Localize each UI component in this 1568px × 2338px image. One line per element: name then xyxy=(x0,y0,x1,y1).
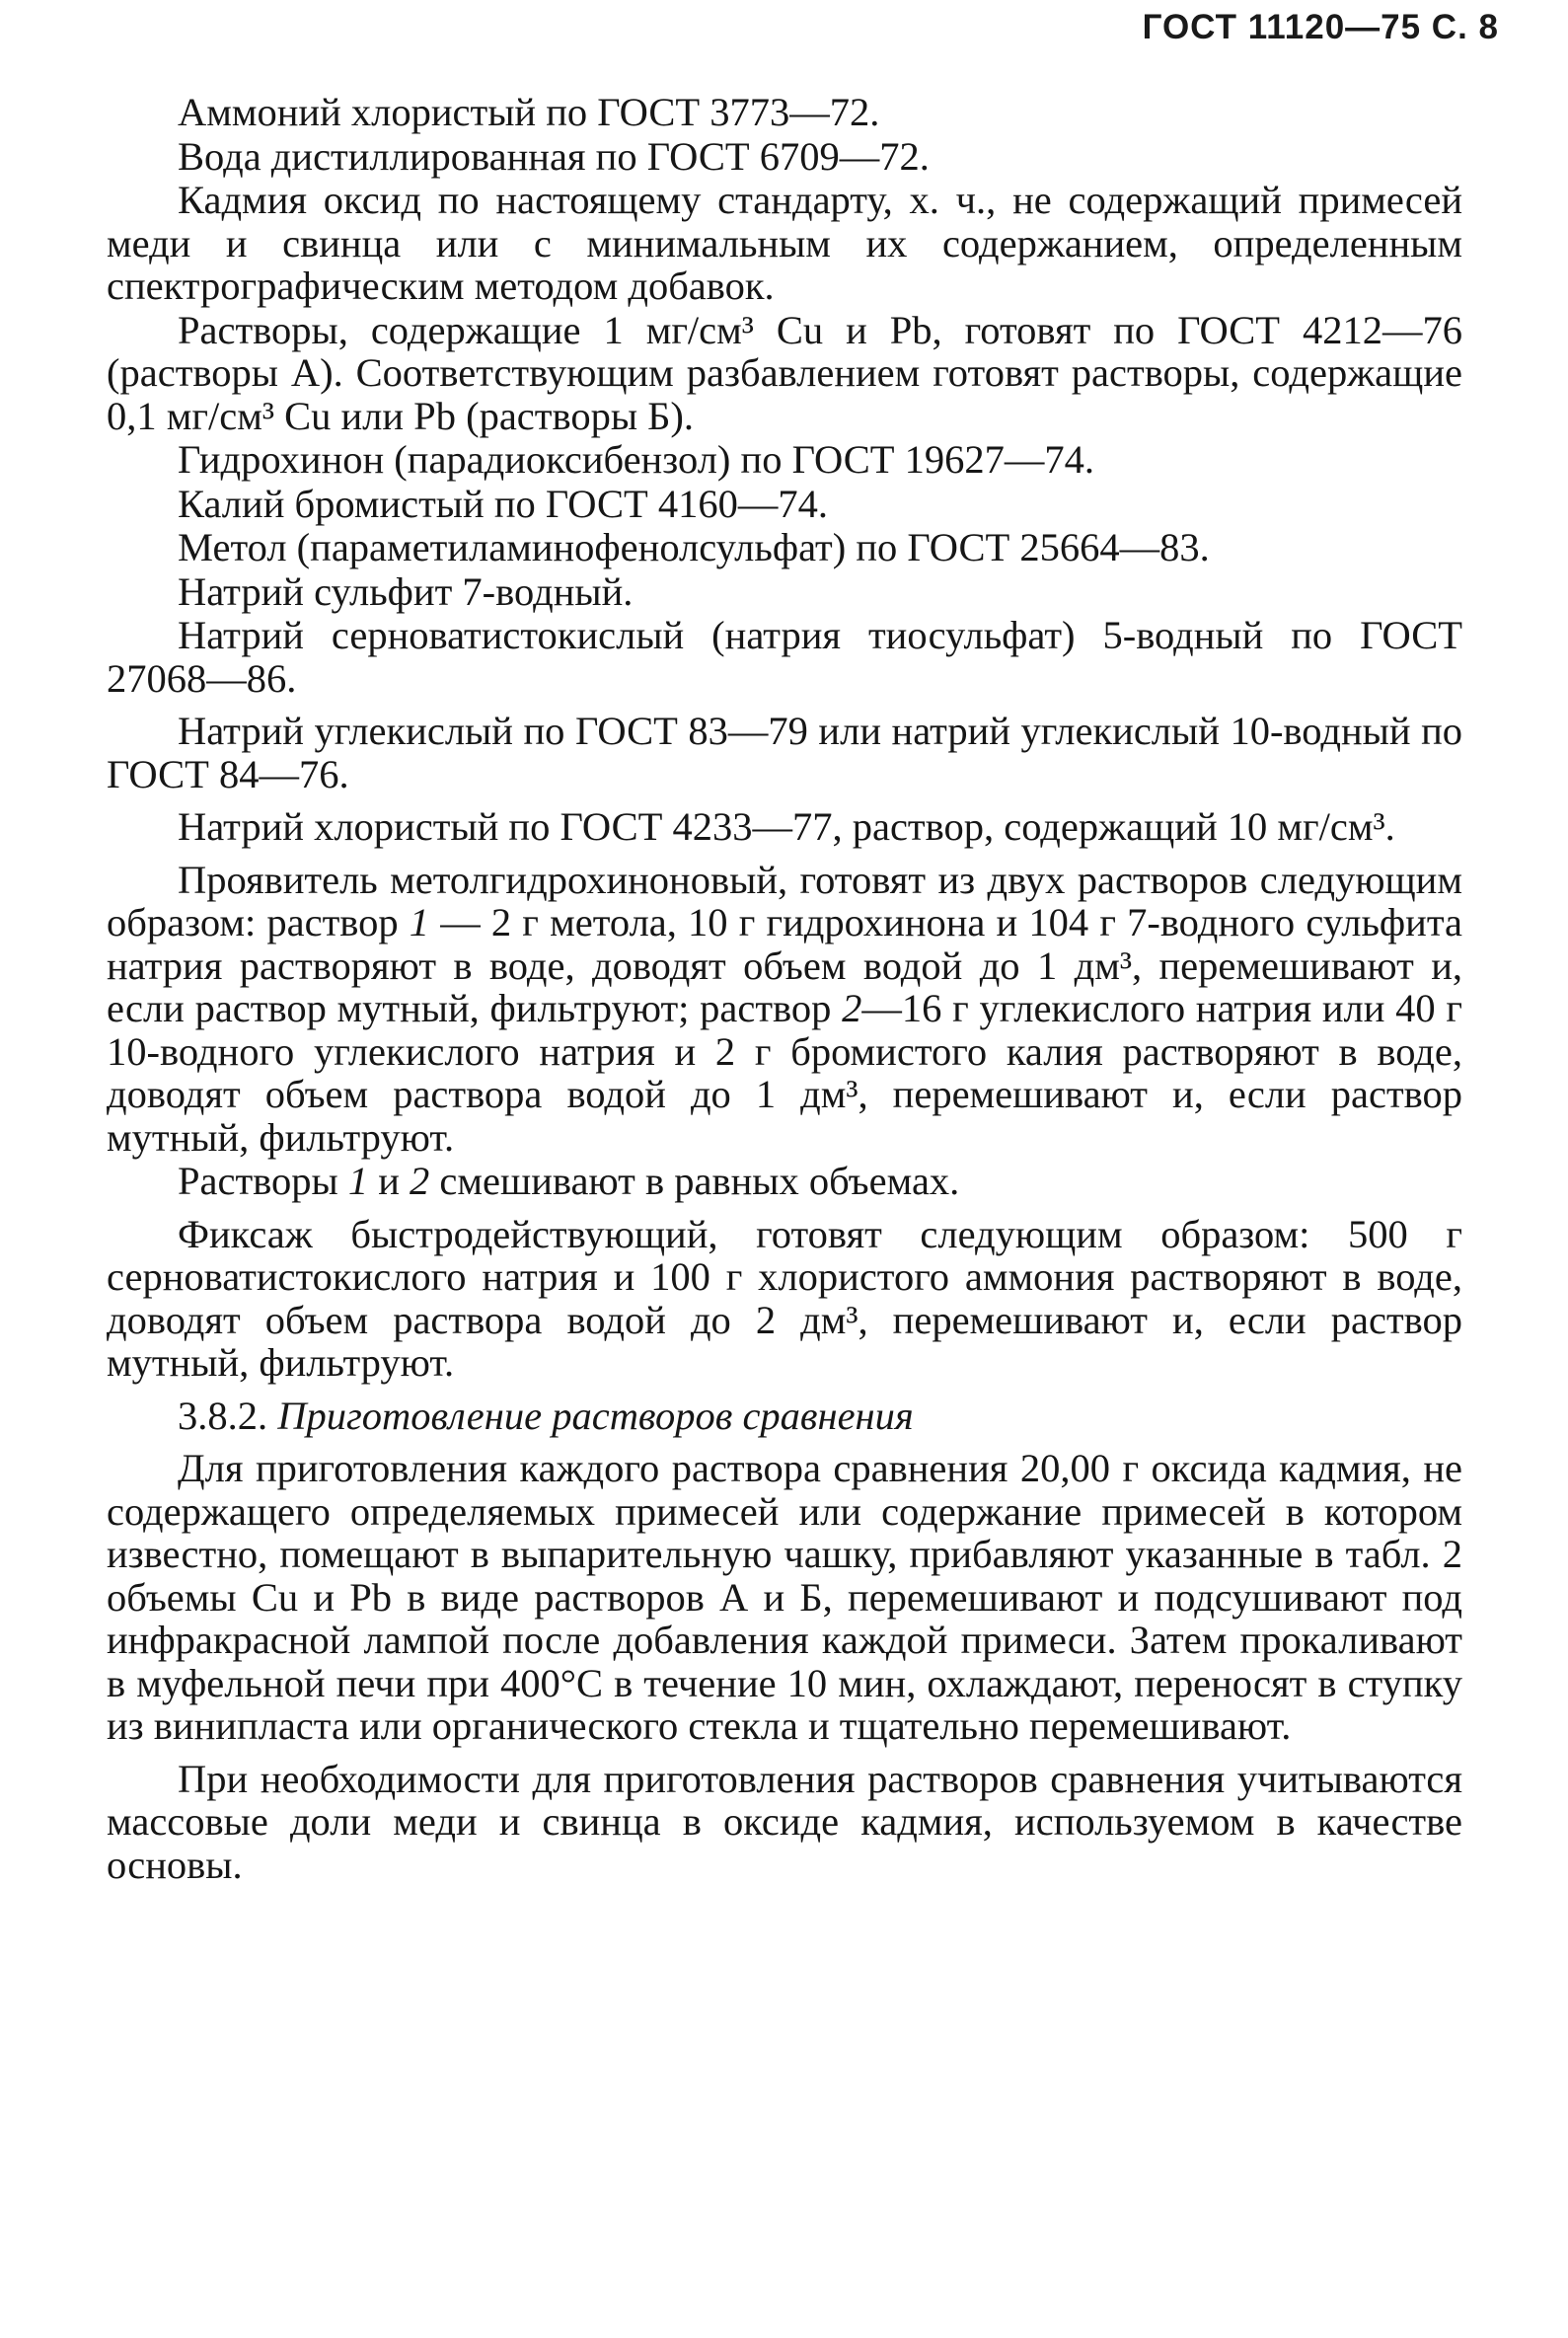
fixer-paragraph: Фиксаж быстродействующий, готовят следующим образом: 500 г серноватистокислого натрия и 100 г хлористого аммония растворяют в воде, доводят объем раствора водой до 2 дм³, перемешивают и, если раствор мутный, фильтруют. xyxy=(107,1211,1462,1385)
body-text xyxy=(107,91,1462,1887)
section-title: Приготовление растворов сравнения xyxy=(277,1393,914,1438)
reagent-potassium-bromide: Калий бромистый по ГОСТ 4160—74. xyxy=(178,481,829,526)
running-header: ГОСТ 11120—75 С. 8 xyxy=(1142,8,1499,46)
reagent-ammonium-chloride: Аммоний хлористый по ГОСТ 3773—72. xyxy=(178,90,880,134)
reagent-sodium-sulfite: Натрий сульфит 7-водный. xyxy=(178,568,634,614)
developer-text-3: —16 г углекислого натрия или 40 г 10-водного углекислого натрия и 2 г бромистого калия растворяют в воде, доводят объем раствора водой до 1 дм³, перемешивают и, если раствор мутный, фильтруют. xyxy=(107,986,1462,1160)
developer-text-1: Проявитель метолгидрохиноновый, готовят из двух растворов следующим образом: раствор xyxy=(107,857,1462,944)
reagent-sodium-carbonate: Натрий углекислый по ГОСТ 83—79 или натрий углекислый 10-водный по ГОСТ 84—76. xyxy=(107,709,1462,796)
note-paragraph: При необходимости для приготовления растворов сравнения учитываются массовые доли меди и свинца в оксиде кадмия, используемом в качестве основы. xyxy=(107,1756,1462,1887)
mix-paragraph xyxy=(107,1160,1462,1203)
mix-text-b: и xyxy=(378,1159,400,1203)
developer-paragraph xyxy=(107,859,1462,1160)
developer-solution-1-number: 1 xyxy=(409,900,430,944)
mix-text-a: Растворы xyxy=(178,1159,338,1203)
section-number: 3.8.2. xyxy=(178,1393,268,1438)
section-heading xyxy=(107,1395,1462,1438)
mix-solution-2-number: 2 xyxy=(410,1159,430,1203)
developer-solution-2-number: 2 xyxy=(842,986,862,1030)
mix-solution-1-number: 1 xyxy=(347,1159,369,1203)
reagent-distilled-water: Вода дистиллированная по ГОСТ 6709—72. xyxy=(178,133,930,179)
reagent-hydroquinone: Гидрохинон (парадиоксибензол) по ГОСТ 19627—74. xyxy=(178,437,1094,482)
developer-text-2: — 2 г метола, 10 г гидрохинона и 104 г 7-водного сульфита натрия растворяют в воде, доводят объем водой до 1 дм³, перемешивают и, если раствор мутный, фильтруют; раствор xyxy=(107,900,1462,1030)
mix-text-c: смешивают в равных объемах. xyxy=(439,1159,960,1203)
reagent-cadmium-oxide: Кадмия оксид по настоящему стандарту, х. ч., не содержащий примесей меди и свинца или с минимальным их содержанием, определенным спектрографическим методом добавок. xyxy=(107,178,1462,308)
reagent-solutions-cu-pb: Растворы, содержащие 1 мг/см³ Cu и Pb, готовят по ГОСТ 4212—76 (растворы А). Соответствующим разбавлением готовят растворы, содержащие 0,1 мг/см³ Cu или Pb (растворы Б). xyxy=(107,307,1462,438)
reagent-metol: Метол (параметиламинофенолсульфат) по ГОСТ 25664—83. xyxy=(178,525,1210,569)
reagent-sodium-thiosulfate: Натрий серноватистокислый (натрия тиосульфат) 5-водный по ГОСТ 27068—86. xyxy=(107,613,1462,701)
procedure-paragraph: Для приготовления каждого раствора сравнения 20,00 г оксида кадмия, не содержащего определяемых примесей или содержание примесей в котором известно, помещают в выпарительную чашку, прибавляют указанные в табл. 2 объемы Cu и Pb в виде растворов А и Б, перемешивают и подсушивают под инфракрасной лампой после добавления каждой примеси. Затем прокаливают в муфельной печи при 400°С в течение 10 мин, охлаждают, переносят в ступку из винипласта или органического стекла и тщательно перемешивают. xyxy=(107,1446,1462,1748)
reagent-sodium-chloride: Натрий хлористый по ГОСТ 4233—77, раствор, содержащий 10 мг/см³. xyxy=(178,804,1395,849)
